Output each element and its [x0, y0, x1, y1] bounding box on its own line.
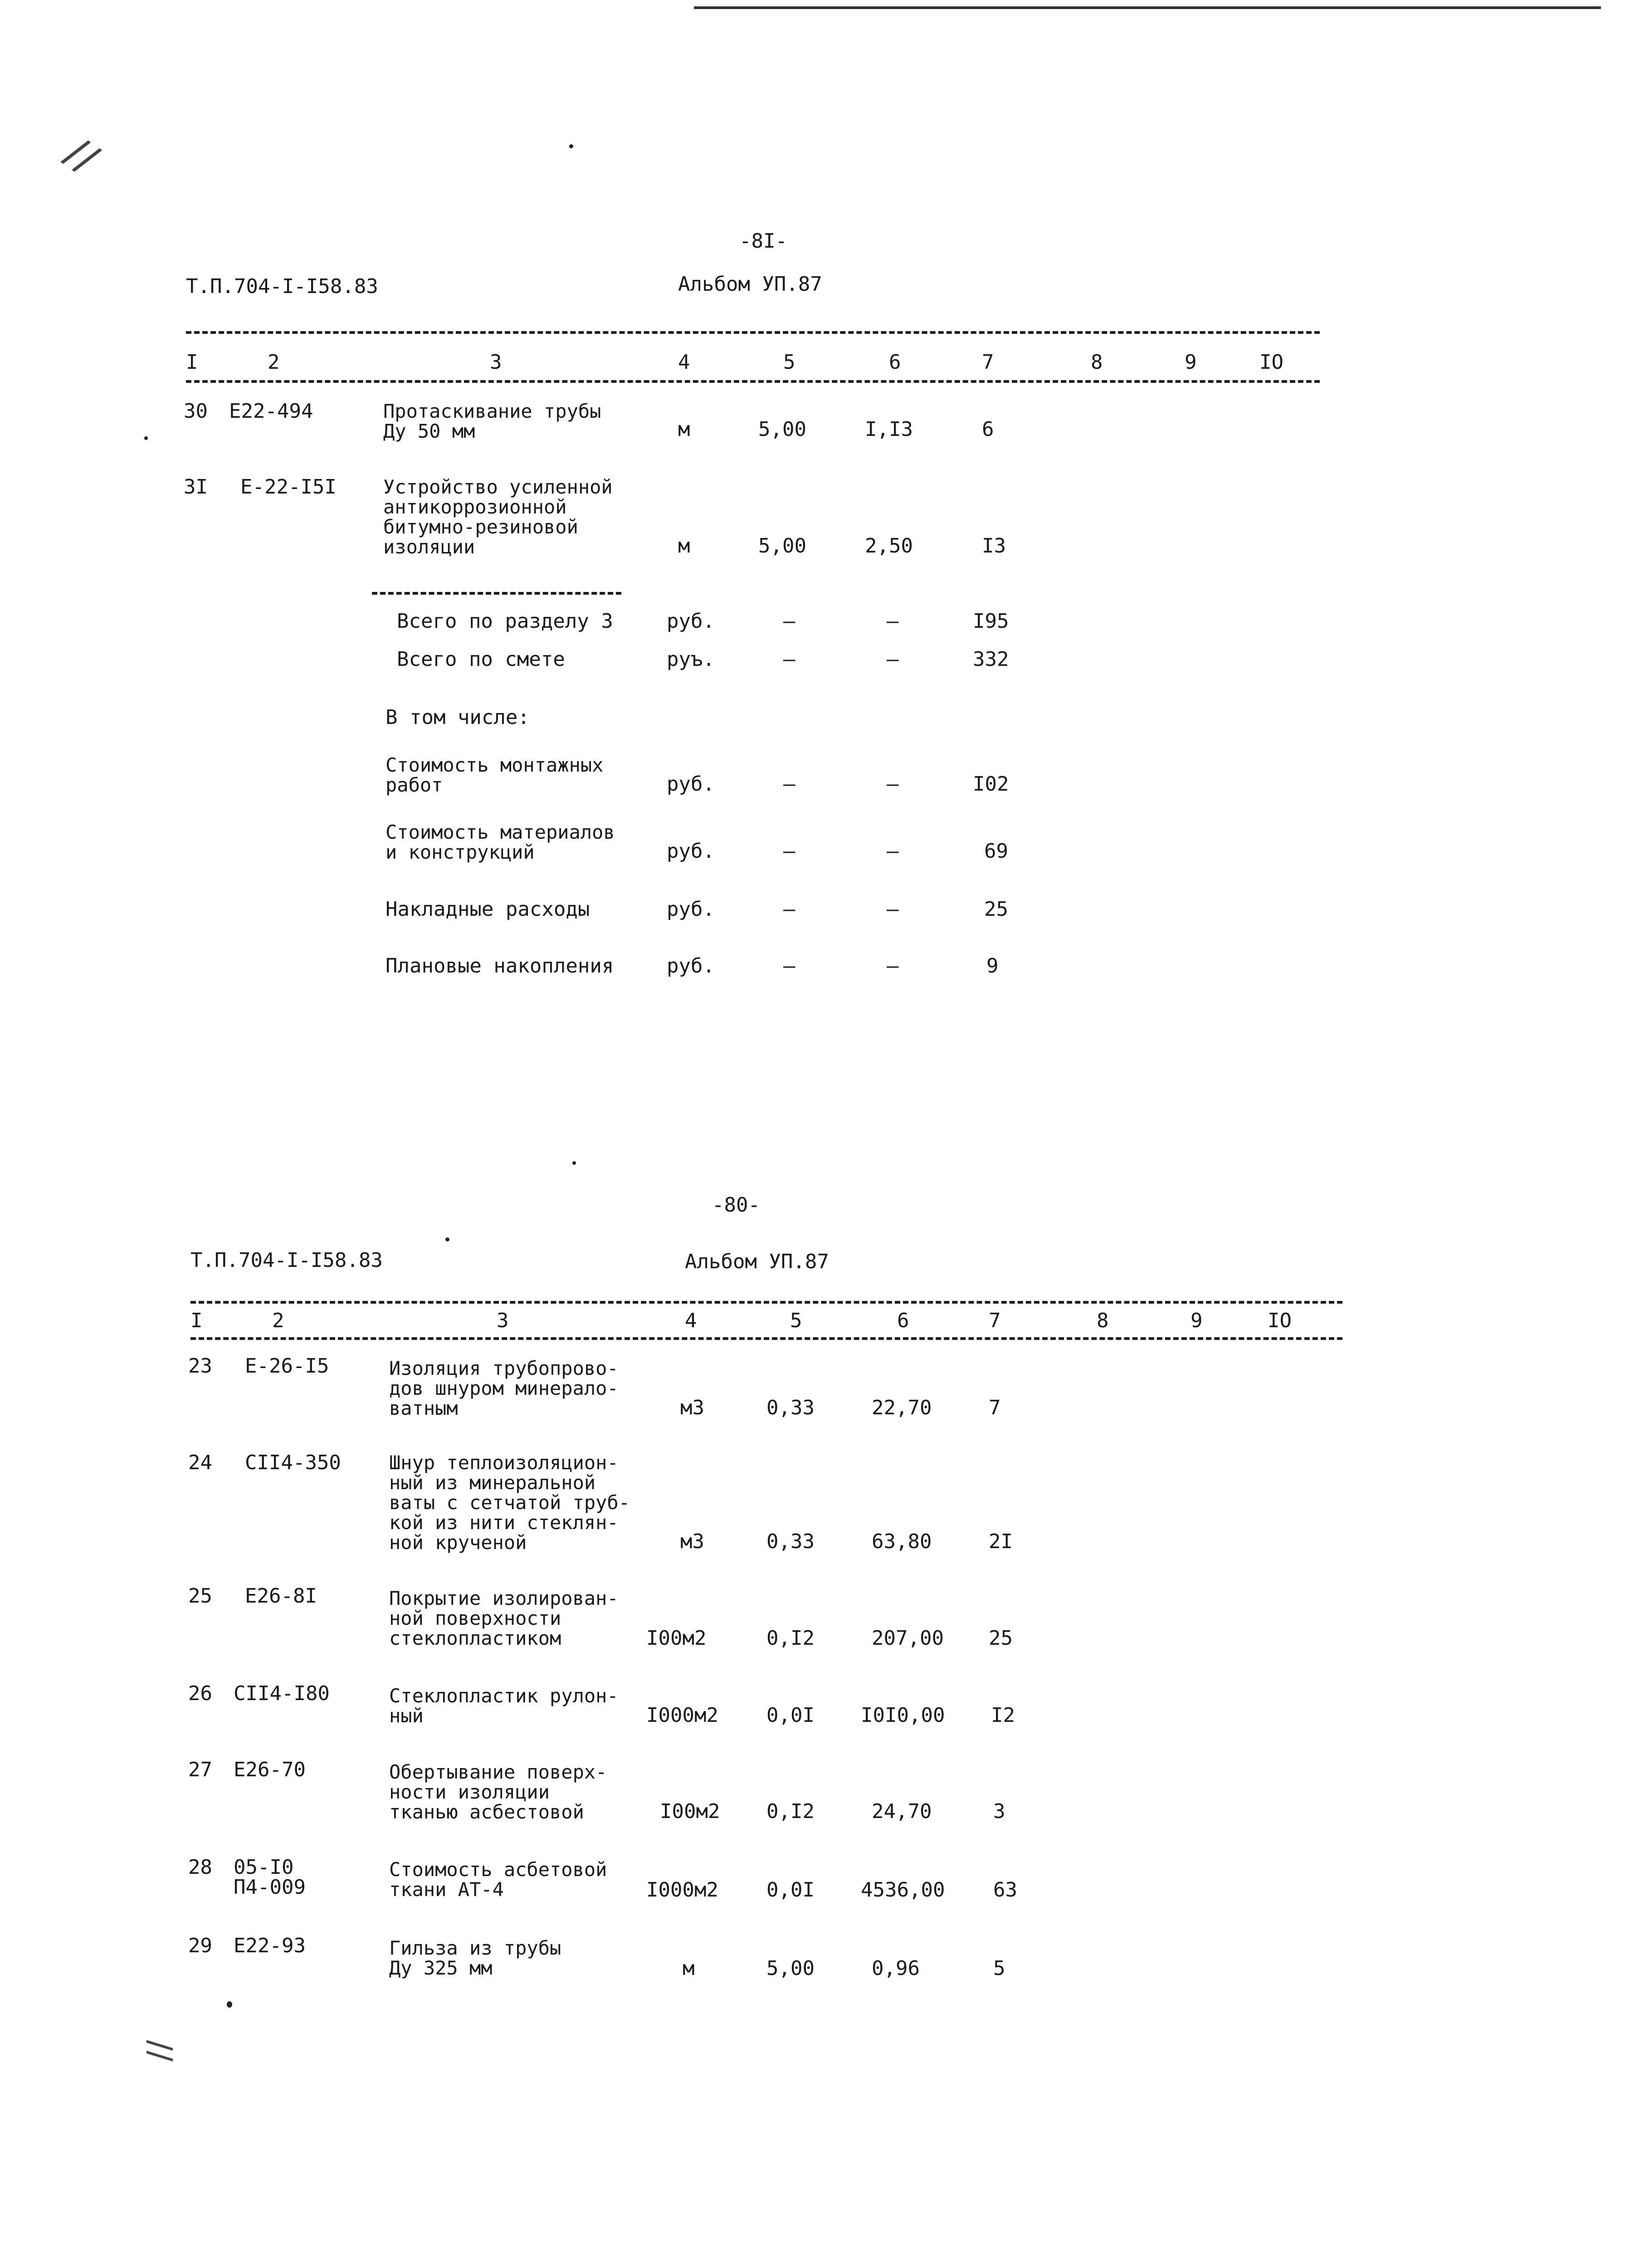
col-header: 2 — [272, 1309, 284, 1332]
quantity: 0,33 — [766, 1396, 815, 1419]
quantity: 0,0I — [766, 1878, 815, 1901]
quantity: – — [783, 648, 795, 671]
unit-price: – — [887, 954, 899, 978]
scribble-mark: // — [57, 128, 107, 183]
col-header: I — [190, 1309, 203, 1332]
row-number: 25 — [188, 1584, 212, 1608]
unit-price: 4536,00 — [861, 1878, 945, 1901]
quantity: 0,33 — [766, 1530, 815, 1553]
unit: м — [678, 418, 690, 441]
unit: м3 — [680, 1530, 704, 1553]
unit: руб. — [667, 772, 715, 796]
total-cost: I95 — [973, 610, 1009, 633]
quantity: 5,00 — [766, 1957, 815, 1980]
scan-speck — [572, 1161, 576, 1165]
scribble-mark: // — [142, 2040, 179, 2062]
unit-price: – — [887, 772, 899, 796]
col-header: IO — [1268, 1309, 1292, 1332]
header-rule-top — [186, 331, 1320, 334]
total-cost: I02 — [973, 772, 1009, 796]
scan-speck — [445, 1237, 449, 1242]
subtotal-rule — [372, 592, 621, 595]
row-number: 3I — [184, 475, 208, 499]
col-header: 8 — [1097, 1309, 1109, 1332]
row-number: 28 — [188, 1856, 212, 1879]
scan-speck — [227, 2001, 232, 2008]
norm-code: Е-22-I5I — [240, 475, 337, 499]
col-header: 5 — [783, 351, 795, 374]
album-label: Альбом УП.87 — [685, 1250, 829, 1273]
total-cost: I2 — [991, 1704, 1015, 1727]
total-cost: 25 — [984, 898, 1008, 921]
in-total-label: В том числе: — [386, 706, 530, 729]
work-description: Обертывание поверх- ности изоляции тканью асбестовой — [389, 1761, 607, 1823]
summary-label: Всего по смете — [397, 648, 565, 671]
scan-speck — [144, 436, 148, 440]
unit-price: – — [887, 610, 899, 633]
unit: руб. — [667, 840, 715, 863]
work-description: Стеклопластик рулон- ный — [389, 1685, 619, 1727]
album-label: Альбом УП.87 — [678, 273, 822, 296]
col-header: 8 — [1091, 351, 1103, 374]
unit: I000м2 — [646, 1704, 718, 1727]
col-header: 4 — [685, 1309, 697, 1332]
row-number: 24 — [188, 1451, 212, 1474]
header-rule-bottom — [190, 1337, 1342, 1340]
row-number: 29 — [188, 1934, 212, 1957]
total-cost: 9 — [986, 954, 999, 978]
unit-price: – — [887, 898, 899, 921]
unit-price: – — [887, 648, 899, 671]
unit: I000м2 — [646, 1878, 718, 1901]
quantity: 0,0I — [766, 1704, 815, 1727]
unit-price: — — [887, 840, 899, 863]
work-description: Изоляция трубопрово- дов шнуром минерало- ватным — [389, 1357, 619, 1419]
total-cost: 5 — [993, 1957, 1005, 1980]
page-number: -8I- — [739, 230, 787, 253]
work-description: Протаскивание трубы Ду 50 мм — [383, 400, 601, 442]
col-header: 5 — [790, 1309, 802, 1332]
quantity: 0,I2 — [766, 1800, 815, 1823]
quantity: – — [783, 954, 795, 978]
quantity: 5,00 — [758, 418, 806, 441]
quantity: – — [783, 898, 795, 921]
quantity: – — [783, 772, 795, 796]
col-header: I — [186, 351, 198, 374]
col-header: 3 — [497, 1309, 509, 1332]
breakdown-label: Стоимость материалов и конструкций — [386, 821, 615, 863]
row-number: 26 — [188, 1682, 212, 1705]
row-number: 27 — [188, 1758, 212, 1781]
unit: руб. — [667, 898, 715, 921]
col-header: 3 — [490, 351, 502, 374]
unit: I00м2 — [646, 1627, 707, 1650]
summary-label: Всего по разделу 3 — [397, 610, 613, 633]
quantity: – — [783, 840, 795, 863]
norm-code: Е22-93 — [234, 1934, 306, 1957]
total-cost: 69 — [984, 840, 1008, 863]
breakdown-label: Накладные расходы — [386, 898, 590, 921]
col-header: 9 — [1191, 1309, 1203, 1332]
col-header: 4 — [678, 351, 690, 374]
unit-price: I0I0,00 — [861, 1704, 945, 1727]
norm-code: Е22-494 — [229, 400, 313, 423]
work-description: Гильза из трубы Ду 325 мм — [389, 1937, 561, 1979]
unit-price: 63,80 — [872, 1530, 932, 1553]
top-edge-line — [694, 6, 1601, 9]
work-description: Шнур теплоизоляцион- ный из минеральной ваты с сетчатой труб- кой из нити стеклян- ной крученой — [389, 1452, 630, 1554]
total-cost: 25 — [989, 1627, 1013, 1650]
col-header: IO — [1259, 351, 1283, 374]
quantity: 0,I2 — [766, 1627, 815, 1650]
header-rule-bottom — [186, 380, 1320, 383]
norm-code: 05-I0 П4-009 — [234, 1856, 306, 1899]
scan-speck — [569, 144, 573, 148]
unit: руб. — [667, 954, 715, 978]
total-cost: 3 — [993, 1800, 1005, 1823]
col-header: 7 — [989, 1309, 1001, 1332]
col-header: 6 — [889, 351, 901, 374]
unit-price: 2,50 — [865, 534, 913, 557]
norm-code: Е-26-I5 — [245, 1354, 329, 1378]
unit-price: 207,00 — [872, 1627, 944, 1650]
unit-price: 0,96 — [872, 1957, 920, 1980]
total-cost: I3 — [982, 534, 1006, 557]
total-cost: 2I — [989, 1530, 1013, 1553]
unit-price: 24,70 — [872, 1800, 932, 1823]
norm-code: Е26-8I — [245, 1584, 317, 1608]
total-cost: 332 — [973, 648, 1009, 671]
col-header: 6 — [897, 1309, 909, 1332]
unit: руб. — [667, 610, 715, 633]
unit: руъ. — [667, 648, 715, 671]
total-cost: 7 — [989, 1396, 1001, 1419]
quantity: – — [783, 610, 795, 633]
doc-code: Т.П.704-I-I58.83 — [190, 1249, 383, 1272]
unit: м — [683, 1957, 695, 1980]
header-rule-top — [190, 1301, 1342, 1304]
unit-price: 22,70 — [872, 1396, 932, 1419]
work-description: Покрытие изолирован- ной поверхности стеклопластиком — [389, 1587, 619, 1649]
breakdown-label: Плановые накопления — [386, 954, 614, 978]
col-header: 9 — [1185, 351, 1197, 374]
col-header: 7 — [982, 351, 994, 374]
doc-code: Т.П.704-I-I58.83 — [186, 275, 378, 298]
work-description: Стоимость асбетовой ткани АТ-4 — [389, 1858, 607, 1901]
norm-code: СII4-I80 — [234, 1682, 330, 1705]
page-number: -80- — [712, 1193, 760, 1217]
norm-code: СII4-350 — [245, 1451, 341, 1474]
breakdown-label: Стоимость монтажных работ — [386, 754, 604, 796]
row-number: 30 — [184, 400, 208, 423]
unit-price: I,I3 — [865, 418, 913, 441]
unit: I00м2 — [660, 1800, 720, 1823]
unit: м3 — [680, 1396, 704, 1419]
unit: м — [678, 534, 690, 557]
quantity: 5,00 — [758, 534, 806, 557]
total-cost: 6 — [982, 418, 994, 441]
col-header: 2 — [268, 351, 280, 374]
norm-code: Е26-70 — [234, 1758, 306, 1781]
work-description: Устройство усиленной антикоррозионной битумно-резиновой изоляции — [383, 476, 613, 558]
row-number: 23 — [188, 1354, 212, 1378]
total-cost: 63 — [993, 1878, 1017, 1901]
